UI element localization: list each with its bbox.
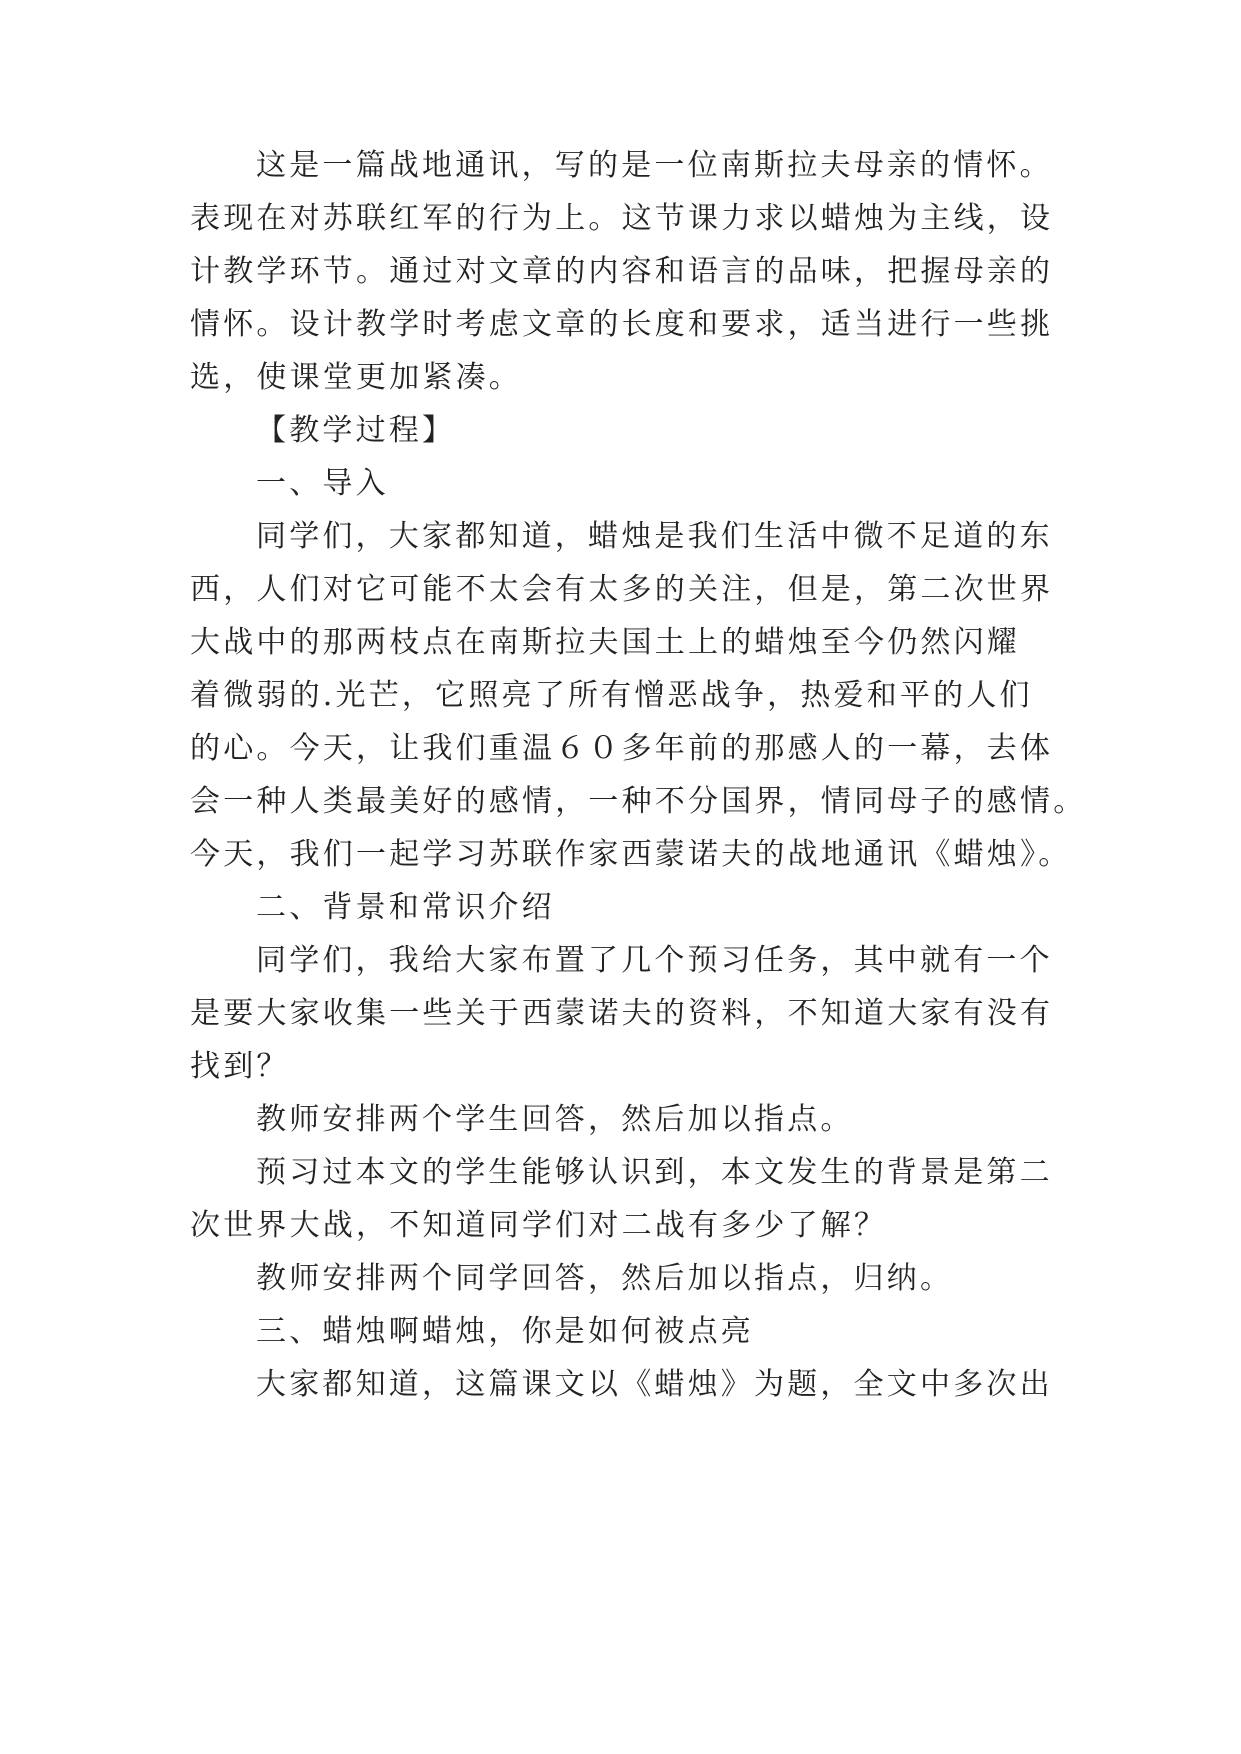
text-line: 着微弱的.光芒，它照亮了所有憎恶战争，热爱和平的人们	[190, 678, 1033, 713]
text-line: 计教学环节。通过对文章的内容和语言的品味，把握母亲的	[190, 254, 1054, 289]
text-line: 西，人们对它可能不太会有太多的关注，但是，第二次世界	[190, 572, 1054, 607]
text-line: 次世界大战，不知道同学们对二战有多少了解？	[190, 1208, 888, 1243]
text-line: 这是一篇战地通讯，写的是一位南斯拉夫母亲的情怀。	[256, 148, 1053, 183]
text-line: 是要大家收集一些关于西蒙诺夫的资料，不知道大家有没有	[190, 996, 1054, 1031]
section-heading: 【教学过程】	[256, 413, 456, 448]
text-line: 教师安排两个同学回答，然后加以指点，归纳。	[256, 1261, 954, 1296]
text-line: 教师安排两个学生回答，然后加以指点。	[256, 1102, 854, 1137]
text-line: 同学们，我给大家布置了几个预习任务，其中就有一个	[256, 943, 1053, 978]
text-line: 大家都知道，这篇课文以《蜡烛》为题，全文中多次出	[256, 1367, 1053, 1402]
section-heading: 一、导入	[256, 466, 389, 501]
section-heading: 二、背景和常识介绍	[256, 890, 555, 925]
text-line: 今天，我们一起学习苏联作家西蒙诺夫的战地通讯《蜡烛》。	[190, 837, 1072, 872]
section-heading: 三、蜡烛啊蜡烛，你是如何被点亮	[256, 1314, 754, 1349]
text-line: 情怀。设计教学时考虑文章的长度和要求，适当进行一些挑	[190, 307, 1054, 342]
text-line: 大战中的那两枝点在南斯拉夫国土上的蜡烛至今仍然闪耀	[190, 625, 1020, 660]
text-line: 选，使课堂更加紧凑。	[190, 360, 522, 395]
text-line: 会一种人类最美好的感情，一种不分国界，情同母子的感情。	[190, 784, 1087, 819]
text-line: 找到？	[190, 1049, 290, 1084]
text-line: 表现在对苏联红军的行为上。这节课力求以蜡烛为主线，设	[190, 201, 1054, 236]
text-line: 预习过本文的学生能够认识到，本文发生的背景是第二	[256, 1155, 1053, 1190]
text-line: 的心。今天，让我们重温６０多年前的那感人的一幕，去体	[190, 731, 1054, 766]
text-line: 同学们，大家都知道，蜡烛是我们生活中微不足道的东	[256, 519, 1053, 554]
